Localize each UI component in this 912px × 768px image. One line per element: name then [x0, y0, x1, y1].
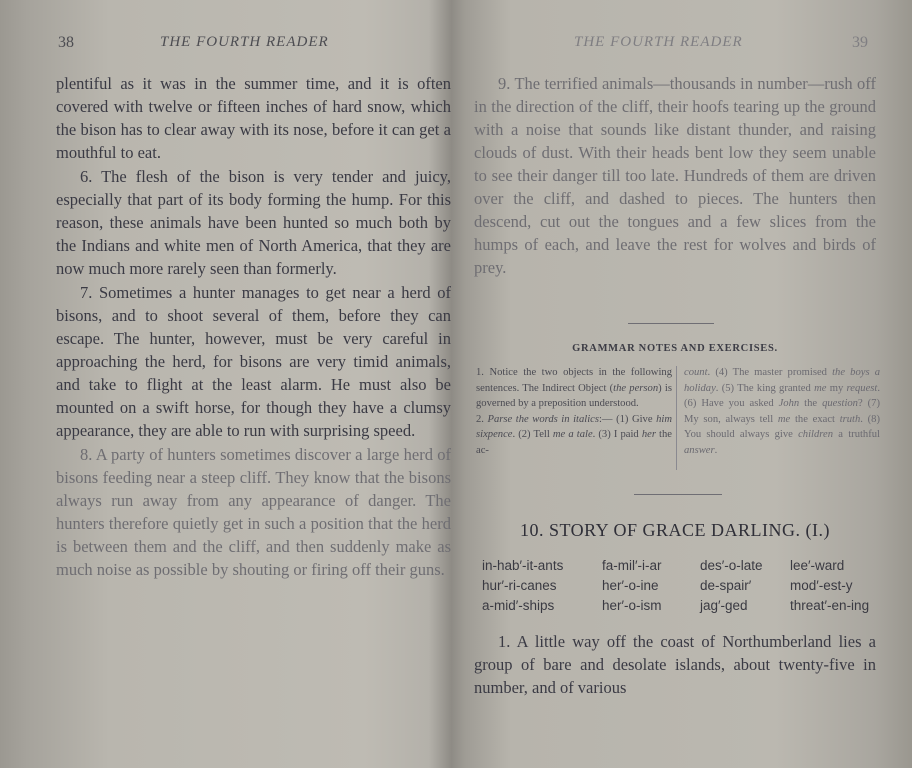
grammar-text-h: . (8) You should always give [684, 413, 881, 440]
story-paragraph-1: 1. A little way off the coast of Northumberland lies a group of bare and desolate islands, about twenty-five in number, and of various [474, 632, 876, 697]
grammar-word-children: children [798, 429, 834, 440]
spelling-word: fa-mil′-i-ar [602, 558, 662, 573]
paragraph-7: 7. Sometimes a hunter manages to get near a herd of bisons, and to shoot several of them, before they can escape. The hunter, however, must be very careful in approaching the herd, for bisons are very timid animals, and take to flight at the least alarm. He must also be mounted on a swift horse, for though they have a clumsy appearance, they are able to run with surprising speed. [56, 283, 451, 440]
grammar-note-1-end: ) is governed by a preposition understood. [476, 382, 672, 409]
divider-rule-bottom [634, 494, 722, 495]
spelling-column-4 [790, 556, 869, 616]
grammar-note-2-number: 2. [476, 413, 488, 425]
grammar-sentence-3-end: the ac- [476, 429, 672, 456]
spelling-word: a-mid′-ships [482, 598, 555, 613]
grammar-word-me: me [814, 382, 827, 394]
story-text-column [474, 630, 876, 700]
grammar-text-e: the [799, 398, 823, 409]
grammar-text-f: ? (7) My son, always tell [684, 398, 881, 425]
left-text-column [56, 72, 451, 582]
grammar-word-me-2: me [777, 413, 791, 425]
grammar-left-column [476, 365, 672, 458]
grammar-sentence-2-italic: me a tale [552, 429, 593, 440]
paragraph-continuation: plentiful as it was in the summer time, and it is often covered with twelve or fifteen inches of hard snow, which the bison has to clear away with its nose, before it can get a mouthful to eat. [56, 74, 451, 162]
grammar-word-request: request [846, 382, 878, 394]
spelling-column-3 [700, 556, 763, 616]
right-text-column [474, 72, 876, 280]
grammar-text-d: . (6) Have you asked [684, 382, 880, 409]
spelling-word: des′-o-late [700, 558, 763, 573]
spelling-word: mod′-est-y [790, 578, 853, 593]
grammar-text-g: the exact [790, 413, 840, 425]
grammar-word-boys-holiday: the boys a holiday [684, 367, 880, 394]
grammar-text-j: . [714, 444, 718, 456]
spelling-word: lee′-ward [790, 558, 845, 573]
grammar-text-c: my [826, 382, 847, 394]
spelling-word: jag′-ged [700, 598, 748, 613]
grammar-word-answer: answer [684, 444, 715, 456]
paragraph-9: 9. The terrified animals—thousands in number—rush off in the direction of the cliff, their hoofs tearing up the ground with a noise that sounds like distant thunder, and raising clouds of dust. With their heads bent low they seem unable to see their danger till too late. Hundreds of them are driven over the cliff, and dashed to pieces. The hunters then descend, cut out the tongues and a few slices from the humps of each, and leave the rest for wolves and birds of prey. [474, 74, 876, 277]
right-page-number: 39 [852, 34, 868, 51]
spelling-word: her′-o-ine [602, 578, 659, 593]
right-running-head: THE FOURTH READER [574, 34, 743, 50]
grammar-sentence-3: . (3) I paid [592, 429, 642, 440]
grammar-word-count: count [684, 367, 708, 378]
left-page-number: 38 [58, 34, 74, 51]
grammar-note-1-italic: the person [613, 382, 659, 394]
paragraph-6: 6. The flesh of the bison is very tender and juicy, especially that part of its body forming the hump. For this reason, these animals have been hunted so much both by the Indians and white men of North America, that they are now much more rarely seen than formerly. [56, 167, 451, 278]
grammar-text-b: . (5) The king granted [715, 382, 815, 394]
left-running-head: THE FOURTH READER [160, 34, 329, 50]
grammar-note-2-italic: Parse the words in italics [487, 413, 599, 425]
grammar-right-column [684, 365, 880, 458]
grammar-title: GRAMMAR NOTES AND EXERCISES. [572, 343, 778, 354]
spelling-word: hur′-ri-canes [482, 578, 557, 593]
grammar-word-truth: truth [839, 413, 861, 425]
divider-rule-top [628, 323, 714, 324]
grammar-column-divider [676, 366, 677, 470]
section-title: 10. STORY OF GRACE DARLING. (I.) [519, 520, 830, 540]
spelling-word: her′-o-ism [602, 598, 662, 613]
right-page [456, 0, 912, 768]
spelling-word: de-spair′ [700, 578, 752, 593]
spelling-column-2 [602, 556, 662, 616]
spelling-word: threat′-en-ing [790, 598, 870, 613]
paragraph-8: 8. A party of hunters sometimes discover a large herd of bisons feeding near a steep cliff. They know that the bisons always run away from any appearance of danger. The hunters therefore quietly get in such a position that the herd is between them and the cliff, and then suddenly make as much noise as possible by shouting or firing off their guns. [56, 445, 451, 579]
grammar-sentence-3-italic: her [641, 429, 656, 440]
grammar-text-i: a truthful [833, 429, 880, 440]
grammar-word-question: question [822, 398, 858, 409]
grammar-note-1: 1. Notice the two objects in the following sentences. The Indirect Object ( [476, 367, 672, 394]
grammar-sentence-1: :— (1) Give [598, 413, 657, 425]
spelling-word: in-hab′-it-ants [482, 558, 564, 573]
grammar-sentence-2: . (2) Tell [512, 429, 553, 440]
grammar-word-john: John [778, 398, 800, 409]
spelling-column-1 [482, 556, 563, 616]
grammar-text-a: . (4) The master promised [707, 367, 833, 378]
grammar-sentence-1-italic: him sixpence [476, 413, 672, 440]
